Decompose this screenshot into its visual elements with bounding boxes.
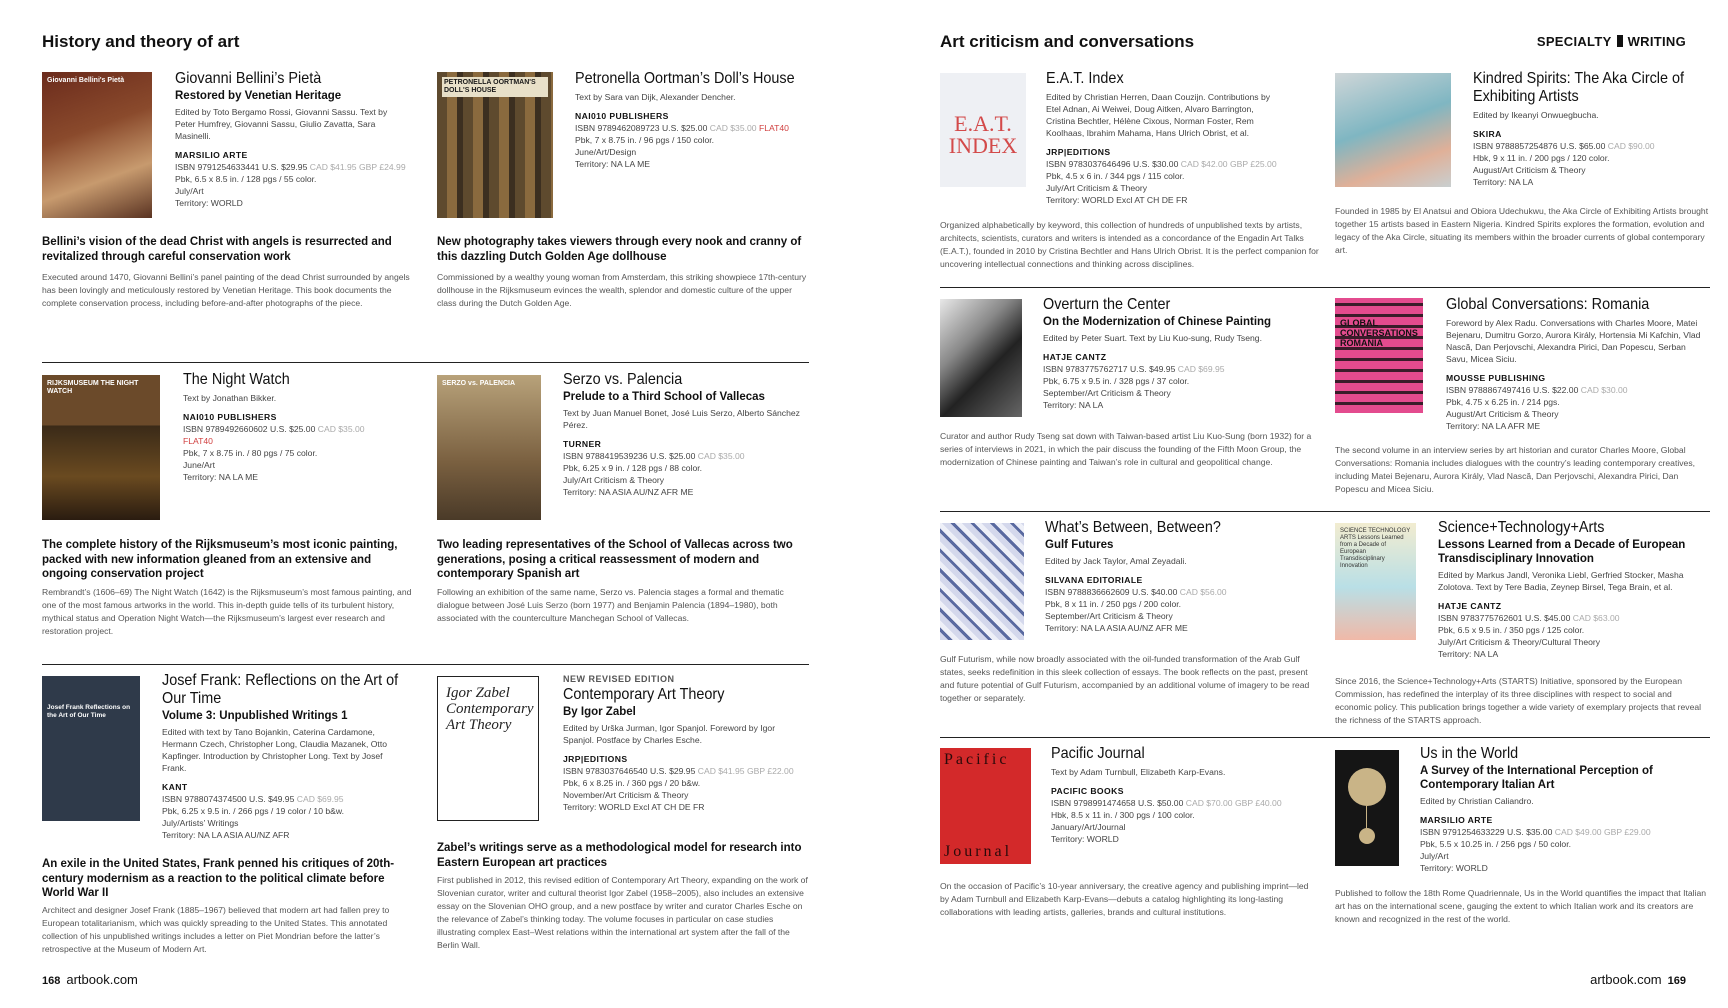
book-description: The second volume in an interview series by art historian and curator Charles Moore, Global Conversations: Romania includes dialogues with the country’s leading contemporary creatives, including Matei Bejenaru, Aurora Király, Vlad Nască, Dan Perjovschi, Alexandra Pirici, Dan Popescu and Micea Siciu.	[1335, 445, 1696, 494]
book-cover-josef-frank[interactable]	[42, 676, 140, 821]
book-title[interactable]: Petronella Oortman’s Doll’s House	[575, 70, 795, 87]
territory: Territory: NA LA ASIA AU/NZ AFR	[162, 830, 290, 840]
book-credits: Edited by Urška Jurman, Igor Spanjol. Foreword by Igor Spanjol. Postface by Charles Esche.	[563, 723, 776, 745]
book-publisher: SKIRA	[1473, 129, 1502, 139]
promo-code: FLAT40	[758, 123, 789, 133]
book-description: Organized alphabetically by keyword, this collection of hundreds of unpublished texts by artists, architects, scientists, curators and writers is intended as a concordance of the Engadin Art Talks (E.A.T.), founded in 2010 by Cristina Bechtler and Hans Ulrich Obrist. It is the perfect companion for uncovering intellectual connections and thinking across disciplines.	[940, 220, 1319, 269]
book-description: Rembrandt’s (1606–69) The Night Watch (1642) is the Rijksmuseum’s most famous painting, and one of the most famous artworks in the world. This in-depth guide tells of its turbulent history, mythical status and Operation Night Watch—the Rijksmuseum’s largest ever research and restoration project.	[42, 587, 412, 636]
price-us: U.S. $30.00	[1132, 159, 1179, 169]
page-footer	[1590, 972, 1686, 987]
book-specs	[1446, 384, 1708, 432]
book-meta	[1446, 296, 1708, 432]
book-specs	[1438, 612, 1708, 660]
site-link[interactable]: artbook.com	[66, 972, 138, 987]
book-credits: Edited by Ikeanyi Onwuegbucha.	[1473, 110, 1599, 120]
book-meta	[575, 70, 815, 170]
book-description: Commissioned by a wealthy young woman from Amsterdam, this striking showpiece 17th-century dollhouse in the Rijksmuseum evinces the wealth, splendor and domestic culture of the upper class during the Dutch Golden Age.	[437, 272, 807, 308]
line-motif	[1366, 806, 1367, 828]
book-description: Published to follow the 18th Rome Quadriennale, Us in the World quantifies the impact that Italian art has on the international scene, gauging the extent to which Italian work and its creators are known and recognized in the rest of the world.	[1335, 888, 1707, 924]
cover-title: E.A.T. INDEX	[948, 111, 1018, 158]
book-meta	[1046, 70, 1284, 206]
book-meta	[1420, 745, 1710, 874]
price-us: U.S. $25.00	[649, 451, 696, 461]
small-circle-motif	[1359, 828, 1375, 844]
book-meta	[175, 70, 410, 209]
season: June/Art	[183, 460, 216, 470]
book-specs	[1473, 140, 1708, 188]
season: August/Art Criticism & Theory	[1446, 409, 1559, 419]
book-title[interactable]: Global Conversations: Romania	[1446, 296, 1650, 313]
site-link[interactable]: artbook.com	[1590, 972, 1662, 987]
book-subtitle: Volume 3: Unpublished Writings 1	[162, 710, 348, 722]
format: Pbk, 4.5 x 6 in. / 344 pgs / 115 color.	[1046, 171, 1185, 181]
season: November/Art Criticism & Theory	[563, 790, 689, 800]
edition-tag: NEW REVISED EDITION	[563, 674, 675, 684]
territory: Territory: NA LA ME	[575, 159, 650, 169]
format: Hbk, 9 x 11 in. / 200 pgs / 120 color.	[1473, 153, 1610, 163]
book-subtitle: Prelude to a Third School of Vallecas	[563, 391, 765, 403]
price-us: U.S. $29.95	[261, 162, 308, 172]
book-specs	[1046, 158, 1284, 206]
isbn: ISBN 9788074374500	[162, 794, 247, 804]
cover-title: RIJKSMUSEUM THE NIGHT WATCH	[47, 380, 139, 395]
isbn: ISBN 9783775762717	[1043, 364, 1128, 374]
book-description: Architect and designer Josef Frank (1885–1967) believed that modern art had fallen prey to European totalitarianism, which was quickly spreading to the United States. This annotated collection of his unpublished writings includes a letter on Piet Mondrian before the latter’s retrospective at the Museum of Modern Art.	[42, 905, 390, 954]
season: July/Art	[1420, 851, 1449, 861]
cover-title: Igor Zabel Contemporary Art Theory	[446, 685, 534, 733]
book-meta	[563, 371, 808, 498]
divider	[940, 511, 1710, 512]
format: Pbk, 6.5 x 8.5 in. / 128 pgs / 55 color.	[175, 174, 317, 184]
price-us: U.S. $35.00	[1506, 827, 1553, 837]
cover-title: GLOBAL CONVERSATIONS ROMANIA	[1340, 318, 1418, 348]
book-specs	[175, 161, 410, 209]
book-publisher: JRP|EDITIONS	[563, 754, 628, 764]
book-subtitle: Gulf Futures	[1045, 539, 1114, 551]
price-us: U.S. $49.95	[248, 794, 295, 804]
isbn: ISBN 9788836662609	[1045, 587, 1130, 597]
book-subtitle: A Survey of the International Perception of Contemporary Italian Art	[1420, 765, 1653, 791]
price-other: CAD $42.00 GBP £25.00	[1180, 159, 1277, 169]
season: July/Art Criticism & Theory	[563, 475, 665, 485]
book-subtitle: Lessons Learned from a Decade of European Transdisciplinary Innovation	[1438, 539, 1686, 565]
isbn: ISBN 9788867497416	[1446, 385, 1531, 395]
format: Pbk, 6.25 x 9.5 in. / 266 pgs / 19 color / 10 b&w.	[162, 806, 345, 816]
price-us: U.S. $50.00	[1137, 798, 1184, 808]
book-cover-eat-index[interactable]	[940, 73, 1026, 187]
book-credits: Edited by Markus Jandl, Veronika Liebl, Gerfried Stocker, Masha Zolotova. Text by Tere Badia, Zeynep Birsel, Tega Brain, et al.	[1438, 570, 1684, 592]
book-cover-gulf-futures[interactable]	[940, 523, 1024, 640]
book-cover-pacific-journal[interactable]	[940, 748, 1031, 864]
price-other: CAD $35.00	[697, 451, 745, 461]
book-cover-starts[interactable]	[1335, 523, 1416, 640]
book-title[interactable]: Overturn the Center	[1043, 296, 1171, 313]
season: July/Art Criticism & Theory/Cultural Theory	[1438, 637, 1601, 647]
book-headline: New photography takes viewers through every nook and cranny of this dazzling Dutch Golden Age dollhouse	[437, 236, 802, 263]
book-publisher: SILVANA EDITORIALE	[1045, 575, 1143, 585]
price-us: U.S. $25.00	[661, 123, 708, 133]
book-meta	[1473, 70, 1708, 188]
book-subtitle: By Igor Zabel	[563, 706, 636, 718]
divider	[940, 737, 1710, 738]
divider	[42, 664, 809, 665]
price-us: U.S. $65.00	[1559, 141, 1606, 151]
isbn: ISBN 9783775762601	[1438, 613, 1523, 623]
book-meta	[1045, 519, 1290, 634]
format: Pbk, 6.75 x 9.5 in. / 328 pgs / 37 color.	[1043, 376, 1190, 386]
book-credits: Text by Juan Manuel Bonet, José Luis Serzo, Alberto Sánchez Pérez.	[563, 408, 800, 430]
book-description: First published in 2012, this revised edition of Contemporary Art Theory, expanding on the work of Slovenian curator, writer and cultural theorist Igor Zabel (1958–2005), also includes an extensive essay on the Slovenian OHO group, and a new postface by writer and curator Charles Esche on the relevance of Zabel’s thinking today. The volume focuses in particular on case studies illustrating complex East–West relations within the international art system after the fall of the Berlin Wall.	[437, 875, 808, 950]
book-cover-us-in-the-world[interactable]	[1335, 750, 1399, 866]
season: June/Art/Design	[575, 147, 637, 157]
format: Pbk, 6.25 x 9 in. / 128 pgs / 88 color.	[563, 463, 703, 473]
territory: Territory: WORLD	[1420, 863, 1488, 873]
specialty-a: SPECIALTY	[1536, 34, 1612, 49]
book-meta	[1051, 745, 1311, 845]
season: July/Artists’ Writings	[162, 818, 239, 828]
price-us: U.S. $45.00	[1524, 613, 1571, 623]
season: September/Art Criticism & Theory	[1045, 611, 1173, 621]
book-cover-bellini[interactable]	[42, 72, 152, 218]
book-specs	[563, 450, 808, 498]
right-page	[864, 0, 1728, 1008]
book-credits: Text by Jonathan Bikker.	[183, 393, 277, 403]
format: Pbk, 5.5 x 10.25 in. / 256 pgs / 50 color.	[1420, 839, 1571, 849]
territory: Territory: NA LA	[1043, 400, 1104, 410]
format: Pbk, 8 x 11 in. / 250 pgs / 200 color.	[1045, 599, 1181, 609]
book-meta	[183, 371, 408, 483]
isbn: ISBN 9788419539236	[563, 451, 648, 461]
format: Hbk, 8.5 x 11 in. / 300 pgs / 100 color.	[1051, 810, 1195, 820]
specialty-b: WRITING	[1627, 34, 1686, 49]
book-publisher: TURNER	[563, 439, 602, 449]
page-footer	[42, 972, 138, 987]
book-credits: Edited with text by Tano Bojankin, Caterina Cardamone, Hermann Czech, Christopher Long, Claudia Mazanek, Otto Kapfinger. Introduction by Christopher Long. Text by Josef Frank.	[162, 727, 387, 773]
book-cover-serzo[interactable]	[437, 375, 541, 520]
format: Pbk, 6 x 8.25 in. / 360 pgs / 20 b&w.	[563, 778, 701, 788]
territory: Territory: NA ASIA AU/NZ AFR ME	[563, 487, 694, 497]
price-us: U.S. $29.95	[649, 766, 696, 776]
book-credits: Text by Sara van Dijk, Alexander Dencher.	[575, 92, 736, 102]
divider	[940, 287, 1710, 288]
isbn: ISBN 9783037646496	[1046, 159, 1131, 169]
price-us: U.S. $49.95	[1129, 364, 1176, 374]
book-publisher: HATJE CANTZ	[1043, 352, 1107, 362]
book-publisher: PACIFIC BOOKS	[1051, 786, 1124, 796]
book-description: Founded in 1985 by El Anatsui and Obiora Udechukwu, the Aka Circle of Exhibiting Artists brought together 15 artists based in Eastern Nigeria. Kindred Spirits explores the formation, evolution and legacy of the Aka Circle, situating its members within the broader currents of global contemporary art.	[1335, 206, 1709, 255]
isbn: ISBN 9789492660602	[183, 424, 268, 434]
circle-motif	[1348, 768, 1386, 806]
price-other: CAD $41.95 GBP £22.00	[697, 766, 794, 776]
territory: Territory: WORLD Excl AT CH DE FR	[1046, 195, 1188, 205]
book-specs	[575, 122, 815, 170]
book-description: Executed around 1470, Giovanni Bellini’s panel painting of the dead Christ surrounded by angels has been lovingly and meticulously restored by Venetian Heritage. This book documents the complete conservation process, including before-and-after photographs of the piece.	[42, 272, 410, 308]
book-title[interactable]: Contemporary Art Theory	[563, 686, 725, 703]
book-headline: The complete history of the Rijksmuseum’s most iconic painting, packed with new information gleaned from an extensive and ongoing conservation project	[42, 539, 398, 580]
cover-title: PETRONELLA OORTMAN'S DOLL'S HOUSE	[442, 77, 548, 97]
book-specs	[563, 765, 808, 813]
book-publisher: JRP|EDITIONS	[1046, 147, 1111, 157]
book-cover-global-conversations[interactable]	[1335, 298, 1423, 413]
cover-title: SCIENCE TECHNOLOGY ARTS Lessons Learned from a Decade of European Transdisciplinary Innovation	[1340, 528, 1411, 569]
book-title[interactable]: What’s Between, Between?	[1045, 519, 1221, 536]
book-specs	[162, 793, 407, 841]
divider	[42, 362, 809, 363]
book-title[interactable]: Science+Technology+Arts	[1438, 519, 1605, 536]
book-meta	[1043, 296, 1288, 411]
book-title[interactable]: E.A.T. Index	[1046, 70, 1124, 87]
book-credits: Foreword by Alex Radu. Conversations with Charles Moore, Matei Bejenaru, Dumitru Gorzo, Aurora Király, Hortensia Mi Kafchin, Vlad Nască, Dan Perjovschi, Alexandra Pirici, Dan Popescu, Serban Savu, Micea Siciu.	[1446, 318, 1701, 364]
isbn: ISBN 9788857254876	[1473, 141, 1558, 151]
cover-title: Giovanni Bellini's Pietà	[47, 77, 125, 84]
price-other: CAD $56.00	[1179, 587, 1227, 597]
price-other: CAD $69.95	[296, 794, 344, 804]
territory: Territory: NA LA	[1473, 177, 1534, 187]
specialty-label	[1537, 34, 1686, 49]
format: Pbk, 7 x 8.75 in. / 80 pgs / 75 color.	[183, 448, 318, 458]
book-specs	[1045, 586, 1290, 634]
book-cover-zabel[interactable]	[437, 676, 539, 821]
book-description: Following an exhibition of the same name, Serzo vs. Palencia stages a formal and thematic dialogue between José Luis Serzo (born 1977) and Benjamin Palencia (1894–1980), both associated with the counterculture Manchegan School of Vallecas.	[437, 587, 784, 623]
book-headline: Two leading representatives of the School of Vallecas across two generations, posing a critical reassessment of modern and contemporary Spanish art	[437, 539, 793, 580]
book-specs	[1051, 797, 1311, 845]
price-other: CAD $30.00	[1580, 385, 1628, 395]
book-credits: Edited by Peter Suart. Text by Liu Kuo-sung, Rudy Tseng.	[1043, 333, 1262, 343]
season: July/Art Criticism & Theory	[1046, 183, 1148, 193]
territory: Territory: NA LA ASIA AU/NZ AFR ME	[1045, 623, 1188, 633]
cover-title: SERZO vs. PALENCIA	[442, 380, 515, 387]
book-credits: Edited by Christian Caliandro.	[1420, 796, 1534, 806]
cover-title-top: Pacific	[944, 751, 1010, 768]
season: January/Art/Journal	[1051, 822, 1126, 832]
book-title[interactable]: Josef Frank: Reflections on the Art of Our Time	[162, 672, 399, 707]
book-publisher: HATJE CANTZ	[1438, 601, 1502, 611]
book-cover-night-watch[interactable]	[42, 375, 160, 520]
book-credits: Edited by Christian Herren, Daan Couzijn. Contributions by Etel Adnan, Ai Weiwei, Doug Aitken, Alvaro Barrington, Cristina Bechtler, Hélène Cixous, Norman Foster, Rem Koolhaas, Ibrahim Mahama, Hans Ulrich Obrist, et al.	[1046, 92, 1271, 138]
book-meta	[162, 672, 407, 841]
book-headline: Zabel’s writings serve as a methodological model for research into Eastern European art practices	[437, 842, 802, 869]
divider-bar	[1617, 35, 1623, 47]
page-number: 168	[42, 975, 61, 987]
territory: Territory: WORLD	[1051, 834, 1119, 844]
promo-code: FLAT40	[183, 436, 213, 446]
book-title[interactable]: Giovanni Bellini’s Pietà	[175, 70, 322, 87]
page-number: 169	[1667, 975, 1686, 987]
season: July/Art	[175, 186, 204, 196]
book-credits: Text by Adam Turnbull, Elizabeth Karp-Evans.	[1051, 767, 1226, 777]
format: Pbk, 4.75 x 6.25 in. / 214 pgs.	[1446, 397, 1560, 407]
book-title[interactable]: Serzo vs. Palencia	[563, 371, 683, 388]
book-publisher: MARSILIO ARTE	[175, 150, 248, 160]
price-other: CAD $90.00	[1607, 141, 1655, 151]
book-subtitle: On the Modernization of Chinese Painting	[1043, 316, 1272, 328]
book-credits: Edited by Jack Taylor, Amal Zeyadali.	[1045, 556, 1187, 566]
season: September/Art Criticism & Theory	[1043, 388, 1171, 398]
book-title[interactable]: Kindred Spirits: The Aka Circle of Exhibiting Artists	[1473, 70, 1685, 105]
book-cover-kindred-spirits[interactable]	[1335, 73, 1451, 187]
book-cover-dollhouse[interactable]	[437, 72, 553, 218]
book-specs	[1043, 363, 1288, 411]
price-other: CAD $49.00 GBP £29.00	[1554, 827, 1651, 837]
territory: Territory: WORLD	[175, 198, 243, 208]
isbn: ISBN 9783037646540	[563, 766, 648, 776]
price-other: CAD $69.95	[1177, 364, 1225, 374]
book-publisher: NAI010 PUBLISHERS	[183, 412, 277, 422]
cover-title-bottom: Journal	[944, 843, 1013, 860]
price-other: CAD $41.95 GBP £24.99	[309, 162, 406, 172]
price-other: CAD $35.00	[317, 424, 365, 434]
book-publisher: NAI010 PUBLISHERS	[575, 111, 669, 121]
book-description: Gulf Futurism, while now broadly associated with the oil-funded transformation of the Arab Gulf states, seeks redefinition in this sleek collection of essays. The book reflects on the past, present and future potential of Gulf Futurism, accompanied by an additional volume of imagery to be read together or separately.	[940, 654, 1310, 703]
book-headline: Bellini’s vision of the dead Christ with angels is resurrected and revitalized through careful conservation work	[42, 236, 392, 263]
season: August/Art Criticism & Theory	[1473, 165, 1586, 175]
book-cover-overturn[interactable]	[940, 299, 1022, 417]
price-other: CAD $63.00	[1572, 613, 1620, 623]
book-publisher: MARSILIO ARTE	[1420, 815, 1493, 825]
book-meta	[1438, 519, 1708, 660]
territory: Territory: WORLD Excl AT CH DE FR	[563, 802, 705, 812]
territory: Territory: NA LA	[1438, 649, 1499, 659]
book-meta	[563, 674, 808, 813]
isbn: ISBN 9791254633441	[175, 162, 260, 172]
book-headline: An exile in the United States, Frank penned his critiques of 20th-century modernism as a reaction to the political climate before World War II	[42, 858, 395, 899]
book-description: Since 2016, the Science+Technology+Arts (STARTS) Initiative, sponsored by the European Commission, has redefined the interplay of its three disciplines with respect to social and economic policy. This publication brings together a wide variety of exemplary projects that reveal the richness of the STARTS approach.	[1335, 676, 1702, 725]
book-title[interactable]: The Night Watch	[183, 371, 290, 388]
section-title: History and theory of art	[42, 32, 240, 51]
book-title[interactable]: Us in the World	[1420, 745, 1519, 762]
price-us: U.S. $25.00	[269, 424, 316, 434]
book-credits: Edited by Toto Bergamo Rossi, Giovanni Sassu. Text by Peter Humfrey, Giovanni Sassu, Giulio Zavatta, Sara Masinelli.	[175, 107, 388, 141]
book-description: Curator and author Rudy Tseng sat down with Taiwan-based artist Liu Kuo-Sung (born 1932) for a series of interviews in 2021, in which the pair discuss the founding of the Fifth Moon Group, the modernization of Chinese painting and Taiwan’s role in cultural and geopolitical change.	[940, 431, 1312, 467]
book-specs	[183, 423, 408, 483]
book-title[interactable]: Pacific Journal	[1051, 745, 1145, 762]
territory: Territory: NA LA AFR ME	[1446, 421, 1541, 431]
isbn: ISBN 9789462089723	[575, 123, 660, 133]
format: Pbk, 7 x 8.75 in. / 96 pgs / 150 color.	[575, 135, 715, 145]
book-publisher: KANT	[162, 782, 188, 792]
territory: Territory: NA LA ME	[183, 472, 258, 482]
book-publisher: MOUSSE PUBLISHING	[1446, 373, 1546, 383]
book-subtitle: Restored by Venetian Heritage	[175, 90, 342, 102]
price-other: CAD $35.00	[709, 123, 757, 133]
isbn: ISBN 9791254633229	[1420, 827, 1505, 837]
book-specs	[1420, 826, 1710, 874]
cover-title: Josef Frank Reflections on the Art of Our Time	[47, 704, 131, 719]
book-description: On the occasion of Pacific’s 10-year anniversary, the creative agency and publishing imprint—led by Adam Turnbull and Elizabeth Karp-Evans—debuts a catalog highlighting its long-lasting collaborations with leading artists, galleries, brands and cultural institutions.	[940, 881, 1309, 917]
isbn: ISBN 9798991474658	[1051, 798, 1136, 808]
section-title: Art criticism and conversations	[940, 32, 1195, 51]
price-other: CAD $70.00 GBP £40.00	[1185, 798, 1282, 808]
price-us: U.S. $22.00	[1532, 385, 1579, 395]
format: Pbk, 6.5 x 9.5 in. / 350 pgs / 125 color.	[1438, 625, 1585, 635]
price-us: U.S. $40.00	[1131, 587, 1178, 597]
